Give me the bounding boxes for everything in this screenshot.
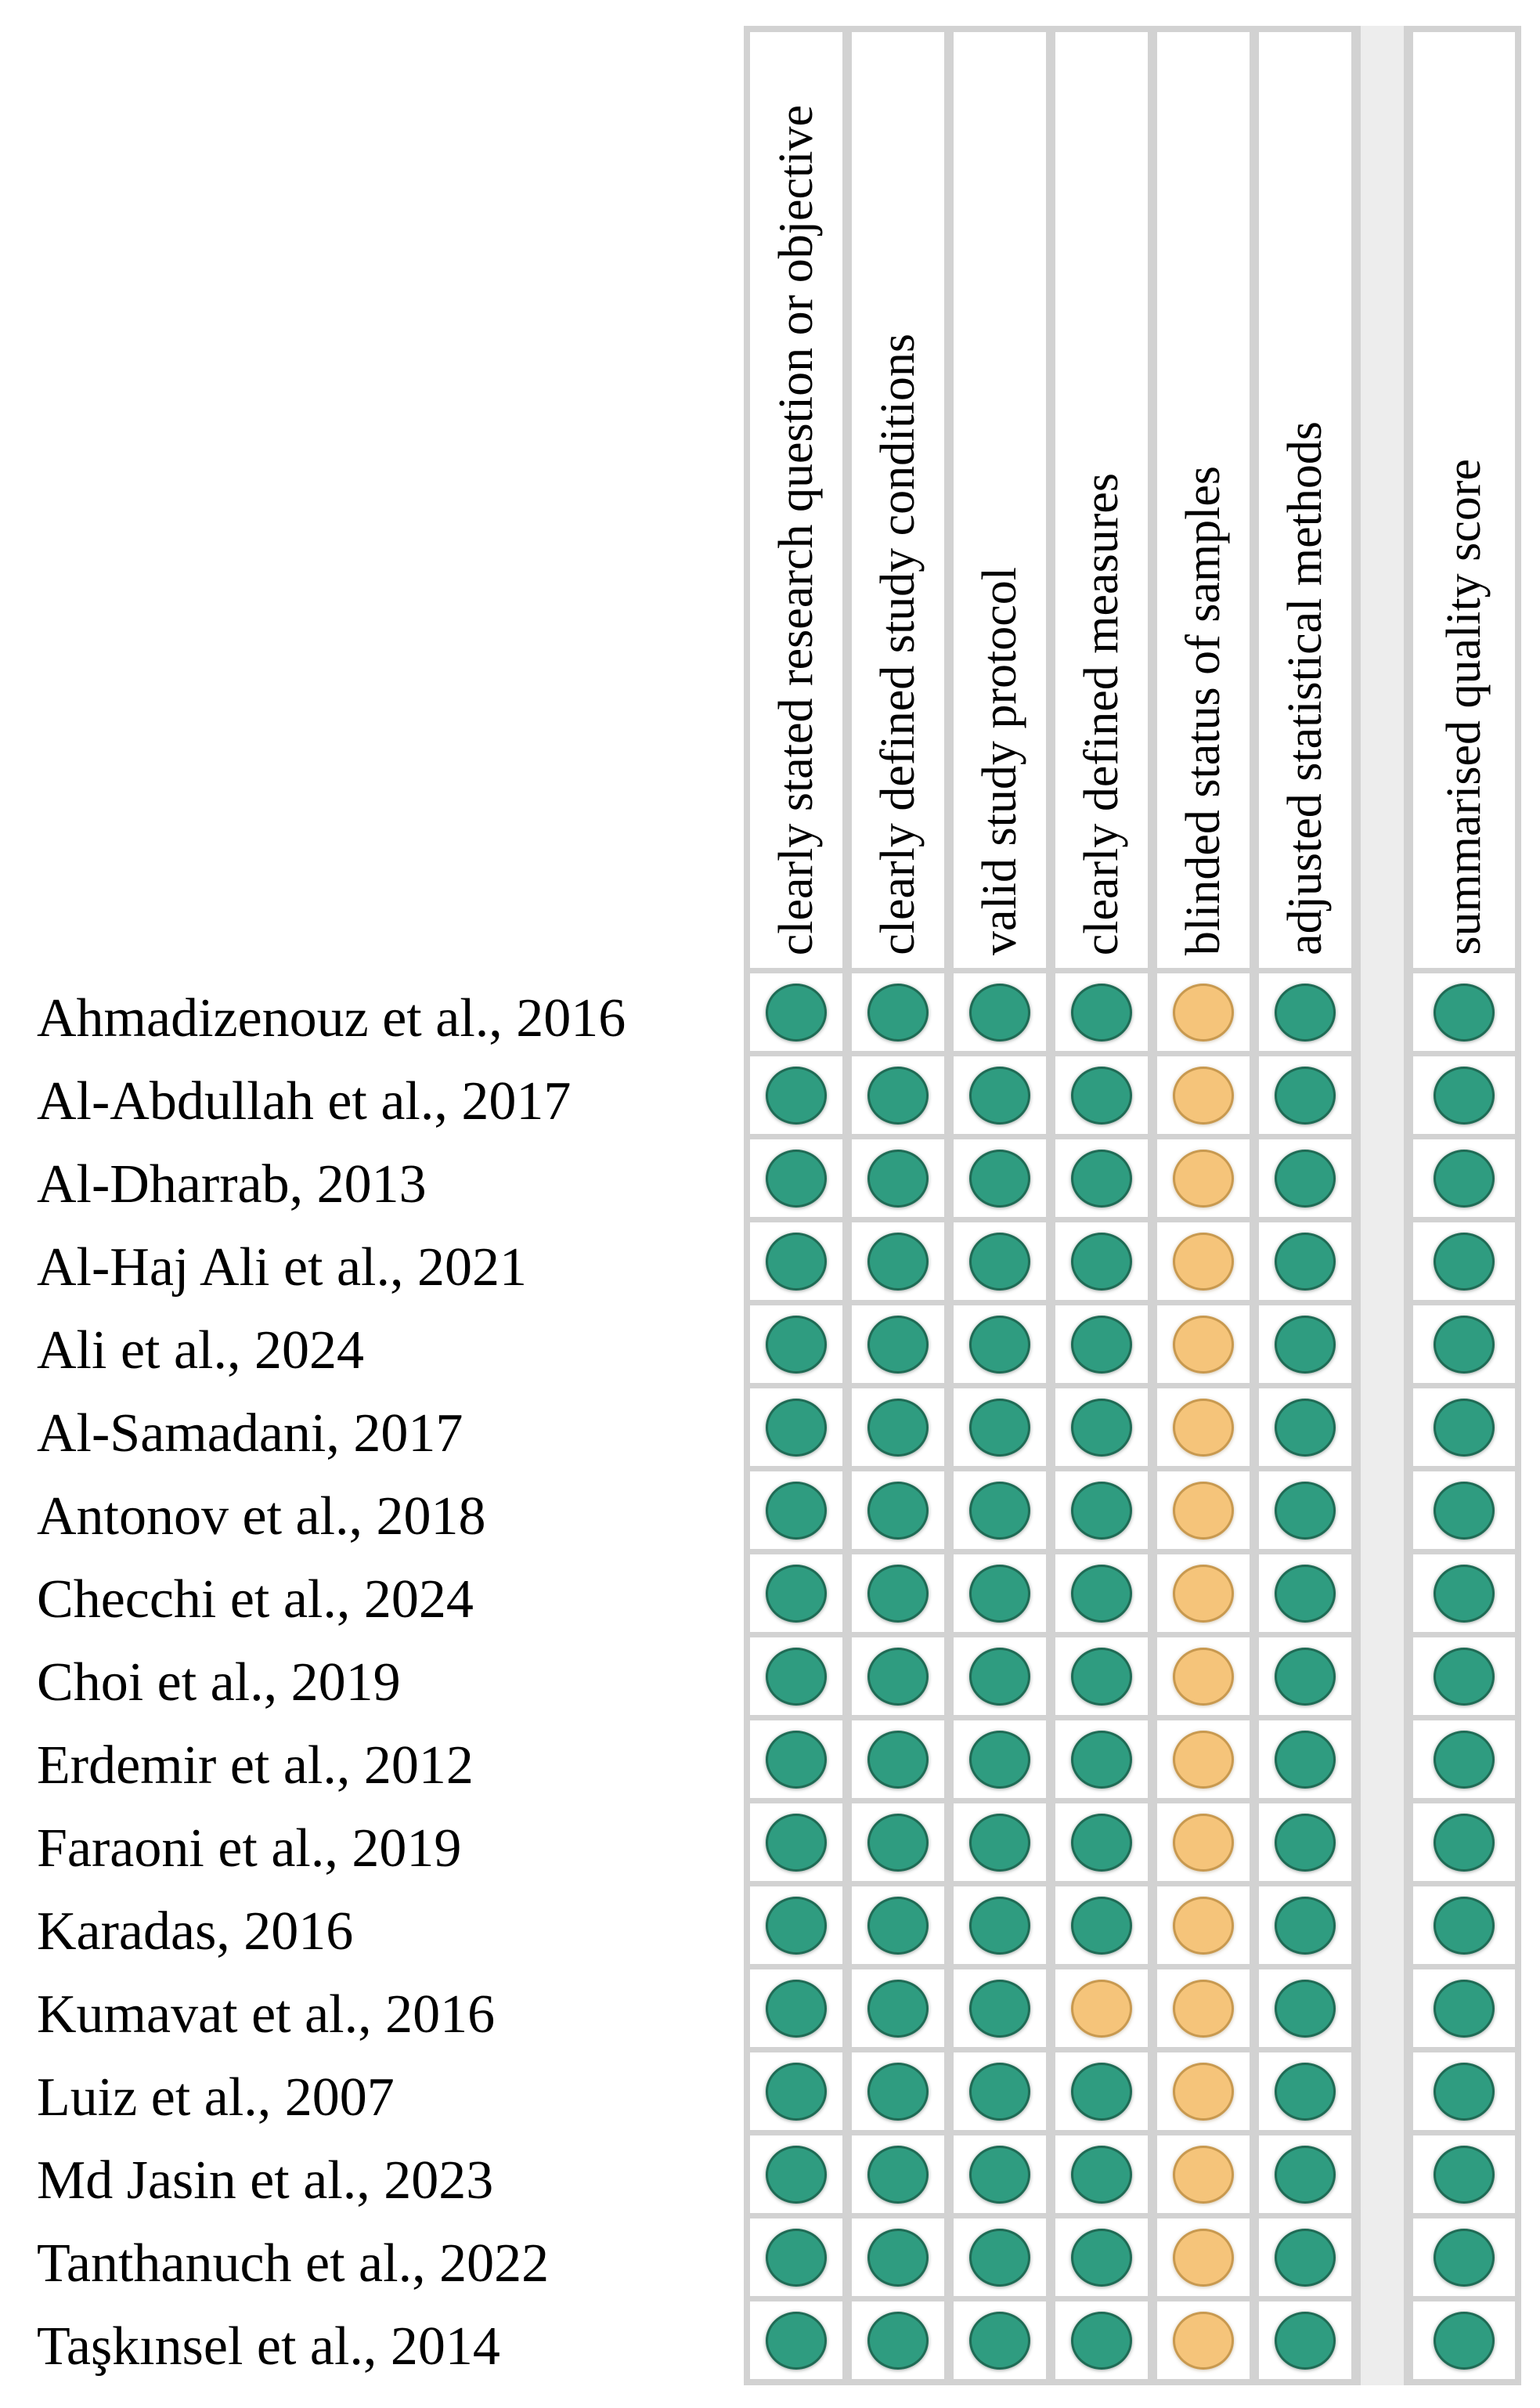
column-header-cell (954, 32, 1046, 968)
column-gap-spacer (1361, 1720, 1404, 1798)
score-dot (766, 1897, 827, 1955)
score-dot (867, 2146, 929, 2204)
score-dot (1071, 2229, 1132, 2287)
score-dot (867, 1067, 929, 1125)
column-gap-spacer (1361, 1886, 1404, 1964)
score-cell (852, 1637, 944, 1715)
score-cell (1413, 1056, 1515, 1134)
score-dot (1434, 1233, 1495, 1291)
column-gap-spacer (1361, 1139, 1404, 1217)
score-cell (954, 973, 1046, 1051)
score-dot (969, 1482, 1030, 1540)
score-cell (1055, 1139, 1148, 1217)
score-dot (766, 1482, 827, 1540)
score-cell (852, 2052, 944, 2130)
row-label: Al-Abdullah et al., 2017 (37, 1070, 572, 1132)
score-dot (1434, 1150, 1495, 1208)
score-dot (867, 1399, 929, 1457)
score-dot (969, 2229, 1030, 2287)
score-cell (1157, 1222, 1250, 1300)
score-cell (1259, 1637, 1351, 1715)
score-cell (750, 1056, 842, 1134)
score-cell (1259, 1803, 1351, 1881)
score-cell (750, 1305, 842, 1383)
score-dot (867, 1897, 929, 1955)
row-label: Checchi et al., 2024 (37, 1569, 474, 1630)
score-cell (954, 1471, 1046, 1549)
column-header-cell (1055, 32, 1148, 968)
score-dot (867, 1814, 929, 1872)
score-dot (969, 1897, 1030, 1955)
score-dot (766, 2146, 827, 2204)
score-cell (1259, 973, 1351, 1051)
score-dot (1173, 1482, 1234, 1540)
score-dot (1434, 2229, 1495, 2287)
score-cell (1413, 1305, 1515, 1383)
score-cell (750, 1388, 842, 1466)
row-label: Ahmadizenouz et al., 2016 (37, 987, 626, 1049)
score-dot (1071, 1067, 1132, 1125)
score-cell (1259, 1305, 1351, 1383)
score-cell (954, 1803, 1046, 1881)
score-cell (750, 2135, 842, 2213)
score-cell (1259, 2052, 1351, 2130)
score-cell (954, 1305, 1046, 1383)
score-cell (954, 1969, 1046, 2047)
score-cell (1413, 973, 1515, 1051)
score-cell (1157, 2135, 1250, 2213)
score-dot (1173, 1150, 1234, 1208)
score-cell (1055, 1471, 1148, 1549)
score-cell (1055, 2052, 1148, 2130)
score-cell (852, 1720, 944, 1798)
score-dot (1071, 1233, 1132, 1291)
column-header-label: clearly stated research question or objective (770, 104, 823, 955)
score-cell (1413, 1471, 1515, 1549)
score-dot (1071, 1150, 1132, 1208)
score-dot (766, 1731, 827, 1789)
row-label: Ali et al., 2024 (37, 1320, 364, 1381)
score-cell (1413, 1969, 1515, 2047)
score-cell (954, 2218, 1046, 2296)
score-cell (750, 1471, 842, 1549)
column-header-cell (750, 32, 842, 968)
score-dot (766, 2229, 827, 2287)
column-gap-spacer (1361, 1969, 1404, 2047)
score-cell (1413, 1139, 1515, 1217)
score-cell (1413, 1803, 1515, 1881)
score-dot (766, 2063, 827, 2121)
score-dot (1173, 2229, 1234, 2287)
score-cell (852, 1471, 944, 1549)
score-cell (1055, 2218, 1148, 2296)
score-cell (954, 2135, 1046, 2213)
score-dot (969, 1316, 1030, 1374)
score-cell (1157, 1554, 1250, 1632)
score-dot (1275, 1482, 1336, 1540)
score-cell (852, 2135, 944, 2213)
column-header-label: adjusted statistical methods (1279, 421, 1332, 955)
score-dot (1071, 1399, 1132, 1457)
score-cell (852, 1803, 944, 1881)
score-dot (1173, 1897, 1234, 1955)
score-dot (1071, 984, 1132, 1042)
score-cell (852, 2301, 944, 2379)
score-cell (852, 2218, 944, 2296)
row-label: Antonov et al., 2018 (37, 1486, 486, 1547)
score-cell (954, 2301, 1046, 2379)
score-dot (969, 1067, 1030, 1125)
score-cell (1055, 1969, 1148, 2047)
score-cell (852, 1056, 944, 1134)
score-dot (1434, 1980, 1495, 2038)
score-dot (969, 1399, 1030, 1457)
score-cell (1413, 2218, 1515, 2296)
score-dot (1173, 2312, 1234, 2370)
score-dot (1071, 2146, 1132, 2204)
column-gap-spacer (1361, 2218, 1404, 2296)
score-dot (867, 1980, 929, 2038)
score-dot (867, 1731, 929, 1789)
score-cell (1157, 1969, 1250, 2047)
score-dot (1275, 2063, 1336, 2121)
column-gap-spacer (1361, 1471, 1404, 1549)
score-dot (1275, 2146, 1336, 2204)
score-cell (1413, 1637, 1515, 1715)
score-cell (1413, 2301, 1515, 2379)
score-dot (766, 1316, 827, 1374)
score-dot (1434, 984, 1495, 1042)
score-dot (867, 2063, 929, 2121)
score-dot (1275, 1814, 1336, 1872)
score-cell (954, 1222, 1046, 1300)
column-gap-spacer (1361, 1388, 1404, 1466)
row-label: Erdemir et al., 2012 (37, 1735, 474, 1796)
score-dot (867, 2229, 929, 2287)
score-dot (969, 984, 1030, 1042)
score-cell (1055, 1056, 1148, 1134)
score-cell (954, 1886, 1046, 1964)
score-cell (1055, 1222, 1148, 1300)
score-dot (1071, 1731, 1132, 1789)
score-cell (852, 1554, 944, 1632)
score-cell (1259, 1720, 1351, 1798)
score-dot (1434, 2063, 1495, 2121)
column-gap-spacer (1361, 1803, 1404, 1881)
score-dot (1434, 1565, 1495, 1623)
score-dot (1071, 1980, 1132, 2038)
score-dot (969, 1565, 1030, 1623)
score-dot (766, 1980, 827, 2038)
score-cell (1157, 2052, 1250, 2130)
score-cell (1413, 1222, 1515, 1300)
score-dot (1434, 1814, 1495, 1872)
score-cell (852, 1388, 944, 1466)
score-cell (1055, 2301, 1148, 2379)
row-label: Karadas, 2016 (37, 1901, 354, 1962)
score-dot (1071, 1814, 1132, 1872)
score-dot (969, 1980, 1030, 2038)
column-gap-spacer (1361, 1637, 1404, 1715)
score-cell (1157, 1388, 1250, 1466)
column-header-cell (852, 32, 944, 968)
score-dot (1275, 1150, 1336, 1208)
row-label: Luiz et al., 2007 (37, 2067, 395, 2128)
score-cell (1157, 2218, 1250, 2296)
score-dot (969, 2063, 1030, 2121)
row-label: Kumavat et al., 2016 (37, 1984, 496, 2045)
score-cell (1259, 1886, 1351, 1964)
score-cell (750, 1637, 842, 1715)
score-cell (1055, 1803, 1148, 1881)
column-header-cell (1413, 32, 1515, 968)
score-dot (969, 1814, 1030, 1872)
quality-matrix (744, 26, 1521, 2385)
score-cell (1157, 1471, 1250, 1549)
score-dot (766, 1565, 827, 1623)
score-dot (1434, 1897, 1495, 1955)
score-cell (750, 1969, 842, 2047)
column-gap-spacer (1361, 1056, 1404, 1134)
score-dot (1434, 1648, 1495, 1706)
column-header-label: clearly defined study conditions (871, 334, 925, 955)
score-cell (1157, 1803, 1250, 1881)
score-cell (1055, 2135, 1148, 2213)
score-dot (1071, 2312, 1132, 2370)
score-cell (750, 1554, 842, 1632)
score-dot (1275, 1897, 1336, 1955)
score-dot (1173, 1399, 1234, 1457)
score-cell (1157, 1720, 1250, 1798)
score-cell (1157, 2301, 1250, 2379)
row-label: Al-Dharrab, 2013 (37, 1153, 427, 1215)
score-cell (1055, 1886, 1148, 1964)
score-cell (1055, 1305, 1148, 1383)
score-dot (867, 984, 929, 1042)
score-dot (867, 1648, 929, 1706)
score-dot (766, 1648, 827, 1706)
score-cell (954, 1720, 1046, 1798)
score-cell (1055, 1720, 1148, 1798)
column-gap-spacer (1361, 2301, 1404, 2379)
score-dot (1275, 2312, 1336, 2370)
score-cell (1413, 1720, 1515, 1798)
score-dot (766, 1150, 827, 1208)
row-label: Md Jasin et al., 2023 (37, 2150, 494, 2211)
column-gap-spacer (1361, 973, 1404, 1051)
score-cell (750, 1139, 842, 1217)
score-dot (969, 1233, 1030, 1291)
column-gap-spacer (1361, 2052, 1404, 2130)
score-cell (852, 1305, 944, 1383)
score-cell (1259, 1222, 1351, 1300)
score-cell (852, 1969, 944, 2047)
score-cell (1157, 1056, 1250, 1134)
column-gap-spacer (1361, 32, 1404, 968)
score-cell (1413, 1554, 1515, 1632)
score-cell (1259, 2301, 1351, 2379)
score-dot (1434, 1316, 1495, 1374)
score-dot (1275, 1731, 1336, 1789)
score-cell (1413, 1388, 1515, 1466)
score-dot (766, 1814, 827, 1872)
row-label: Tanthanuch et al., 2022 (37, 2233, 550, 2294)
score-cell (1157, 1637, 1250, 1715)
score-dot (766, 984, 827, 1042)
score-cell (1259, 1471, 1351, 1549)
row-labels (37, 980, 726, 2391)
score-cell (852, 1139, 944, 1217)
score-cell (1413, 2052, 1515, 2130)
column-header-label: clearly defined measures (1075, 472, 1128, 955)
score-dot (1275, 2229, 1336, 2287)
score-cell (954, 2052, 1046, 2130)
score-dot (1173, 1980, 1234, 2038)
score-dot (1071, 1648, 1132, 1706)
score-cell (1055, 1637, 1148, 1715)
score-cell (852, 1222, 944, 1300)
score-cell (750, 1886, 842, 1964)
score-cell (1413, 2135, 1515, 2213)
score-dot (1173, 1731, 1234, 1789)
score-dot (1071, 2063, 1132, 2121)
row-label: Faraoni et al., 2019 (37, 1818, 462, 1879)
score-cell (1413, 1886, 1515, 1964)
score-dot (1275, 1565, 1336, 1623)
score-cell (1157, 1305, 1250, 1383)
score-dot (969, 2146, 1030, 2204)
score-dot (867, 1150, 929, 1208)
score-dot (1275, 1648, 1336, 1706)
column-header-cell (1157, 32, 1250, 968)
score-cell (954, 1637, 1046, 1715)
score-dot (766, 1399, 827, 1457)
score-dot (867, 1482, 929, 1540)
score-dot (1434, 1399, 1495, 1457)
score-dot (1434, 1067, 1495, 1125)
column-gap-spacer (1361, 1554, 1404, 1632)
row-label: Al-Haj Ali et al., 2021 (37, 1236, 528, 1298)
column-header-cell (1259, 32, 1351, 968)
score-cell (1157, 973, 1250, 1051)
score-dot (1275, 984, 1336, 1042)
score-dot (1173, 1067, 1234, 1125)
column-header-label: valid study protocol (973, 567, 1026, 955)
column-gap-spacer (1361, 2135, 1404, 2213)
score-cell (1157, 1139, 1250, 1217)
score-dot (1275, 1067, 1336, 1125)
score-dot (867, 2312, 929, 2370)
score-dot (1173, 2063, 1234, 2121)
score-dot (1434, 2312, 1495, 2370)
row-label: Choi et al., 2019 (37, 1652, 401, 1713)
score-cell (954, 1056, 1046, 1134)
score-cell (954, 1388, 1046, 1466)
score-dot (969, 1648, 1030, 1706)
score-cell (1055, 1388, 1148, 1466)
score-dot (766, 1067, 827, 1125)
score-dot (867, 1233, 929, 1291)
score-cell (1259, 1554, 1351, 1632)
score-dot (1173, 2146, 1234, 2204)
score-dot (969, 2312, 1030, 2370)
score-cell (1157, 1886, 1250, 1964)
score-dot (1173, 984, 1234, 1042)
score-dot (1275, 1316, 1336, 1374)
score-dot (1173, 1233, 1234, 1291)
score-dot (1275, 1980, 1336, 2038)
column-gap-spacer (1361, 1222, 1404, 1300)
score-cell (750, 973, 842, 1051)
score-dot (969, 1150, 1030, 1208)
score-cell (750, 1720, 842, 1798)
score-cell (1259, 2218, 1351, 2296)
score-cell (1259, 1139, 1351, 1217)
score-dot (867, 1565, 929, 1623)
score-dot (1173, 1565, 1234, 1623)
score-dot (1173, 1814, 1234, 1872)
score-dot (1434, 1731, 1495, 1789)
score-cell (1055, 1554, 1148, 1632)
column-gap-spacer (1361, 1305, 1404, 1383)
column-header-label: summarised quality score (1437, 459, 1491, 955)
score-dot (766, 2312, 827, 2370)
score-cell (1055, 973, 1148, 1051)
score-cell (852, 1886, 944, 1964)
column-header-label: blinded status of samples (1177, 465, 1230, 955)
score-cell (954, 1554, 1046, 1632)
score-cell (954, 1139, 1046, 1217)
score-dot (1275, 1233, 1336, 1291)
score-cell (750, 2052, 842, 2130)
score-cell (1259, 1388, 1351, 1466)
score-dot (1173, 1316, 1234, 1374)
score-dot (1434, 1482, 1495, 1540)
score-cell (750, 2218, 842, 2296)
score-dot (1173, 1648, 1234, 1706)
row-label: Taşkınsel et al., 2014 (37, 2316, 500, 2377)
score-dot (969, 1731, 1030, 1789)
score-dot (1071, 1316, 1132, 1374)
score-cell (852, 973, 944, 1051)
score-dot (1071, 1897, 1132, 1955)
score-dot (1071, 1565, 1132, 1623)
score-dot (766, 1233, 827, 1291)
row-label: Al-Samadani, 2017 (37, 1403, 463, 1464)
score-cell (1259, 1056, 1351, 1134)
score-cell (750, 1803, 842, 1881)
score-cell (750, 2301, 842, 2379)
score-dot (1434, 2146, 1495, 2204)
score-cell (750, 1222, 842, 1300)
score-cell (1259, 2135, 1351, 2213)
score-dot (867, 1316, 929, 1374)
score-dot (1275, 1399, 1336, 1457)
score-dot (1071, 1482, 1132, 1540)
score-cell (1259, 1969, 1351, 2047)
